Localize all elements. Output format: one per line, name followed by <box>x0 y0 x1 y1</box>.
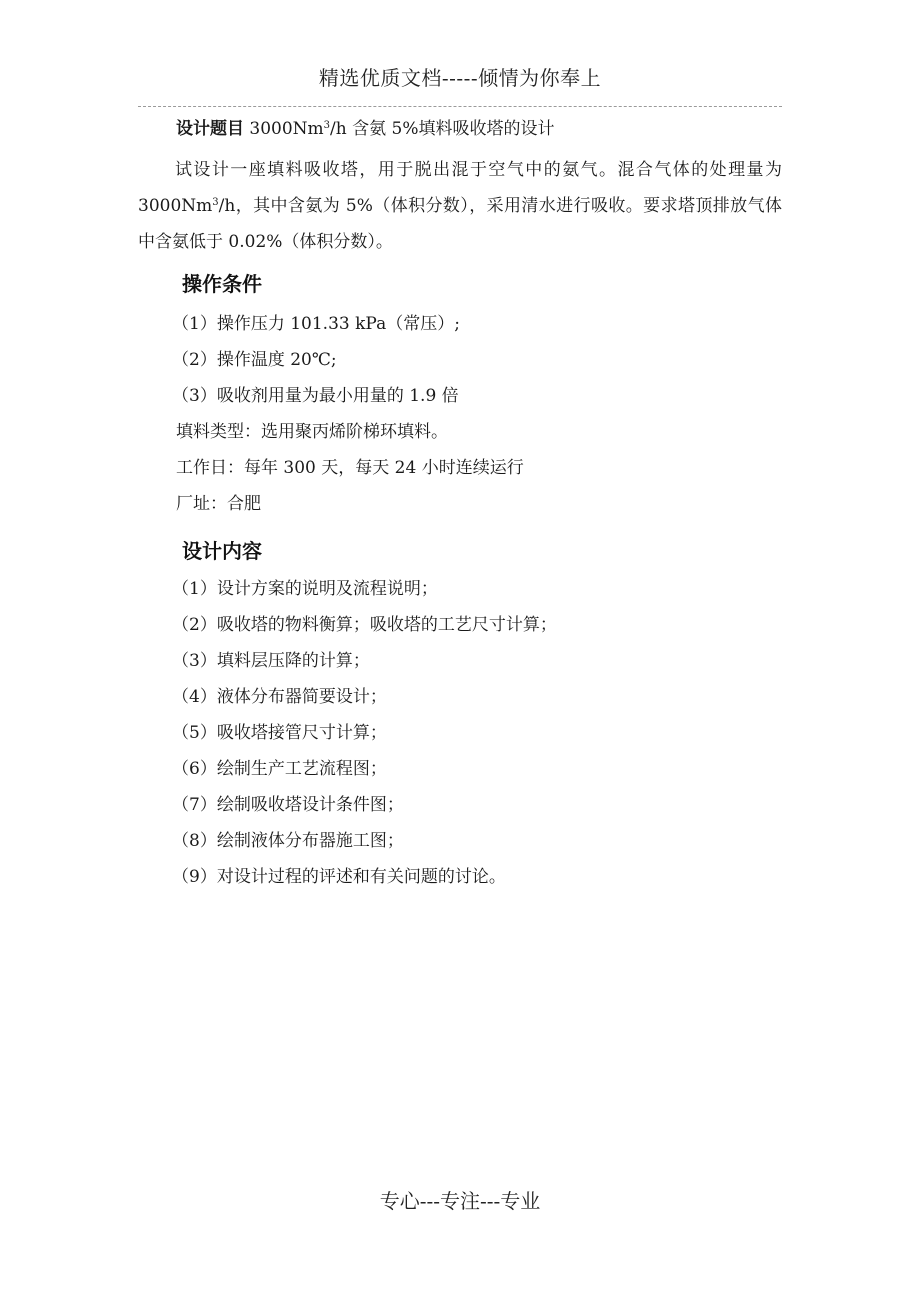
content-item-4: （4）液体分布器简要设计； <box>172 687 387 707</box>
intro-part1: 试设计一座填料吸收塔，用于脱出混于空气中的氨气。混合气体的处理量为3000Nm <box>138 160 782 216</box>
design-title-text-a: 3000Nm <box>244 119 324 139</box>
intro-paragraph <box>138 152 782 260</box>
design-title-sup: 3 <box>323 120 331 131</box>
page-footer: 专心---专注---专业 <box>379 1189 541 1213</box>
design-title-label: 设计题目 <box>176 119 244 139</box>
content-item-3: （3）填料层压降的计算； <box>172 651 370 671</box>
content-item-7: （7）绘制吸收塔设计条件图； <box>172 795 404 815</box>
design-title <box>176 118 555 140</box>
operating-item-2: （2）操作温度 20℃; <box>172 350 337 370</box>
content-item-9: （9）对设计过程的评述和有关问题的讨论。 <box>172 867 506 887</box>
intro-sup: 3 <box>212 197 219 208</box>
content-item-8: （8）绘制液体分布器施工图； <box>172 831 404 851</box>
packing-type: 填料类型：选用聚丙烯阶梯环填料。 <box>176 422 448 442</box>
content-item-2: （2）吸收塔的物料衡算；吸收塔的工艺尺寸计算； <box>172 615 557 635</box>
content-item-5: （5）吸收塔接管尺寸计算； <box>172 723 387 743</box>
operating-heading: 操作条件 <box>182 272 262 296</box>
intro-part2: /h，其中含氨为 5%（体积分数），采用清水进行吸收。要求塔顶排放气体中含氨低于 0.02%（体积分数）。 <box>138 196 782 252</box>
operating-item-1: （1）操作压力 101.33 kPa（常压）; <box>172 314 460 334</box>
design-title-text-b: /h 含氨 5%填料吸收塔的设计 <box>330 119 555 139</box>
content-item-6: （6）绘制生产工艺流程图； <box>172 759 387 779</box>
factory-site: 厂址：合肥 <box>176 494 261 514</box>
work-days: 工作日：每年 300 天，每天 24 小时连续运行 <box>176 458 524 478</box>
content-item-1: （1）设计方案的说明及流程说明； <box>172 579 438 599</box>
content-heading: 设计内容 <box>182 539 262 563</box>
page-header: 精选优质文档-----倾情为你奉上 <box>318 66 602 90</box>
operating-item-3: （3）吸收剂用量为最小用量的 1.9 倍 <box>172 386 459 406</box>
header-divider <box>138 106 782 107</box>
